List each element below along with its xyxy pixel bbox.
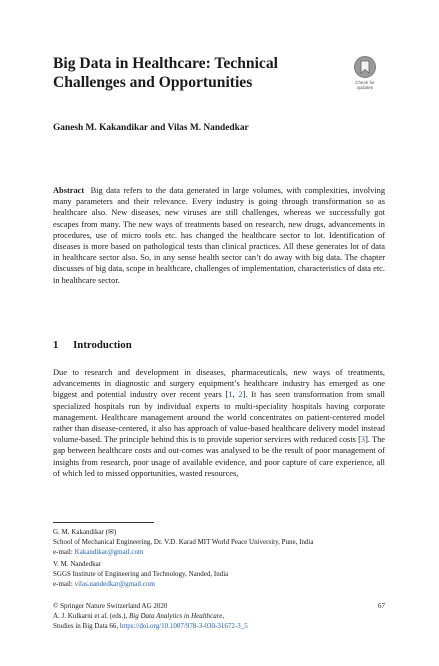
- body-part-3: ]. The gap between healthcare costs and out-comes was analysed to be the result of poor management of insights from research, poor usage of available evidence, and poor capture of care experience, all of which led to missed opportunities, wasted resources,: [53, 435, 385, 478]
- author-footnote-1: [53, 527, 385, 557]
- author-2-email-link[interactable]: vilas.nandedkar@gmail.com: [74, 580, 155, 588]
- author-1-name: G. M. Kakandikar (✉): [53, 528, 117, 536]
- authors: Ganesh M. Kakandikar and Vilas M. Nandedkar: [53, 123, 249, 133]
- abstract-label: Abstract: [53, 186, 85, 195]
- badge-line-1: Check for: [355, 80, 375, 85]
- author-1-affiliation: School of Mechanical Engineering, Dr. V.D. Karad MIT World Peace University, Pune, India: [53, 538, 314, 546]
- email-label: e-mail:: [53, 580, 75, 588]
- abstract-text: Big data refers to the data generated in large volumes, with complexities, involving many parameters and their relevance. Every industry is going through transformation so as healthcare also. New diseases, new viruses are still challenges, whereas we successfully got escapes from many. The new ways of treatments based on research, new drugs, advancements in procedures, use of micro tools etc. has changed the healthcare sector to lot. Identification of diseases is more based on pathological tests than clinical practices. All these generates lot of data in healthcare sector also. So, in any sense health sector can’t do away with big data. The chapter discusses of big data, scope in healthcare, challenges of implementation, characteristics of data etc. in healthcare sector.: [53, 186, 386, 285]
- author-2-email-line: [53, 579, 385, 589]
- editors-suffix: ,: [222, 612, 225, 620]
- author-footnote-2: [53, 559, 385, 589]
- badge-label: [346, 80, 384, 90]
- page-footer: [53, 601, 385, 631]
- bookmark-icon: [354, 56, 376, 78]
- chapter-title: Big Data in Healthcare: Technical Challenges and Opportunities: [53, 55, 278, 91]
- section-heading: [53, 339, 132, 351]
- citation-link[interactable]: 2: [238, 390, 243, 400]
- copyright: © Springer Nature Switzerland AG 2020: [53, 602, 168, 610]
- page-number: 67: [378, 602, 385, 610]
- body-part-2: ]. It has seen transformation from small specialized hospitals run by individual experts to multi-speciality hospitals having corporate management. Healthcare management around the world concentrates on patient-centered model rather than disease-centered, it also has approach of value-based healthcare delivery model instead volume-based. The principle behind this is to provide superior services with reduced costs [: [53, 390, 385, 445]
- author-1-email-link[interactable]: Kakandikar@gmail.com: [74, 548, 144, 556]
- author-1-email-line: [53, 547, 385, 557]
- series-prefix: Studies in Big Data 66,: [53, 622, 120, 630]
- author-2-name: V. M. Nandedkar: [53, 560, 102, 568]
- section-title: Introduction: [73, 339, 132, 351]
- badge-line-2: updates: [356, 85, 374, 90]
- check-for-updates-badge[interactable]: [346, 56, 384, 94]
- section-number: 1: [53, 339, 59, 351]
- body-part-1: Due to research and development in diseases, pharmaceuticals, new ways of treatments, advancements in diagnostic and surgery equipment’s healthcare industry has emerged as one biggest and potential industry over recent years [: [53, 368, 385, 400]
- citation-separator: ,: [232, 390, 239, 400]
- series-line: [53, 621, 385, 631]
- abstract: [53, 185, 385, 286]
- citation-line: [53, 611, 385, 621]
- editors-prefix: A. J. Kulkarni et al. (eds.),: [53, 612, 130, 620]
- book-title: Big Data Analytics in Healthcare: [129, 612, 223, 620]
- citation-link[interactable]: 1: [228, 390, 233, 400]
- citation-link[interactable]: 3: [360, 435, 366, 445]
- doi-link[interactable]: https://doi.org/10.1007/978-3-030-31672-3_5: [119, 622, 248, 630]
- email-label: e-mail:: [53, 548, 75, 556]
- author-2-affiliation: SGGS Institute of Engineering and Technology, Nanded, India: [53, 570, 229, 578]
- footnote-divider: [53, 522, 154, 523]
- body-text: [53, 367, 385, 479]
